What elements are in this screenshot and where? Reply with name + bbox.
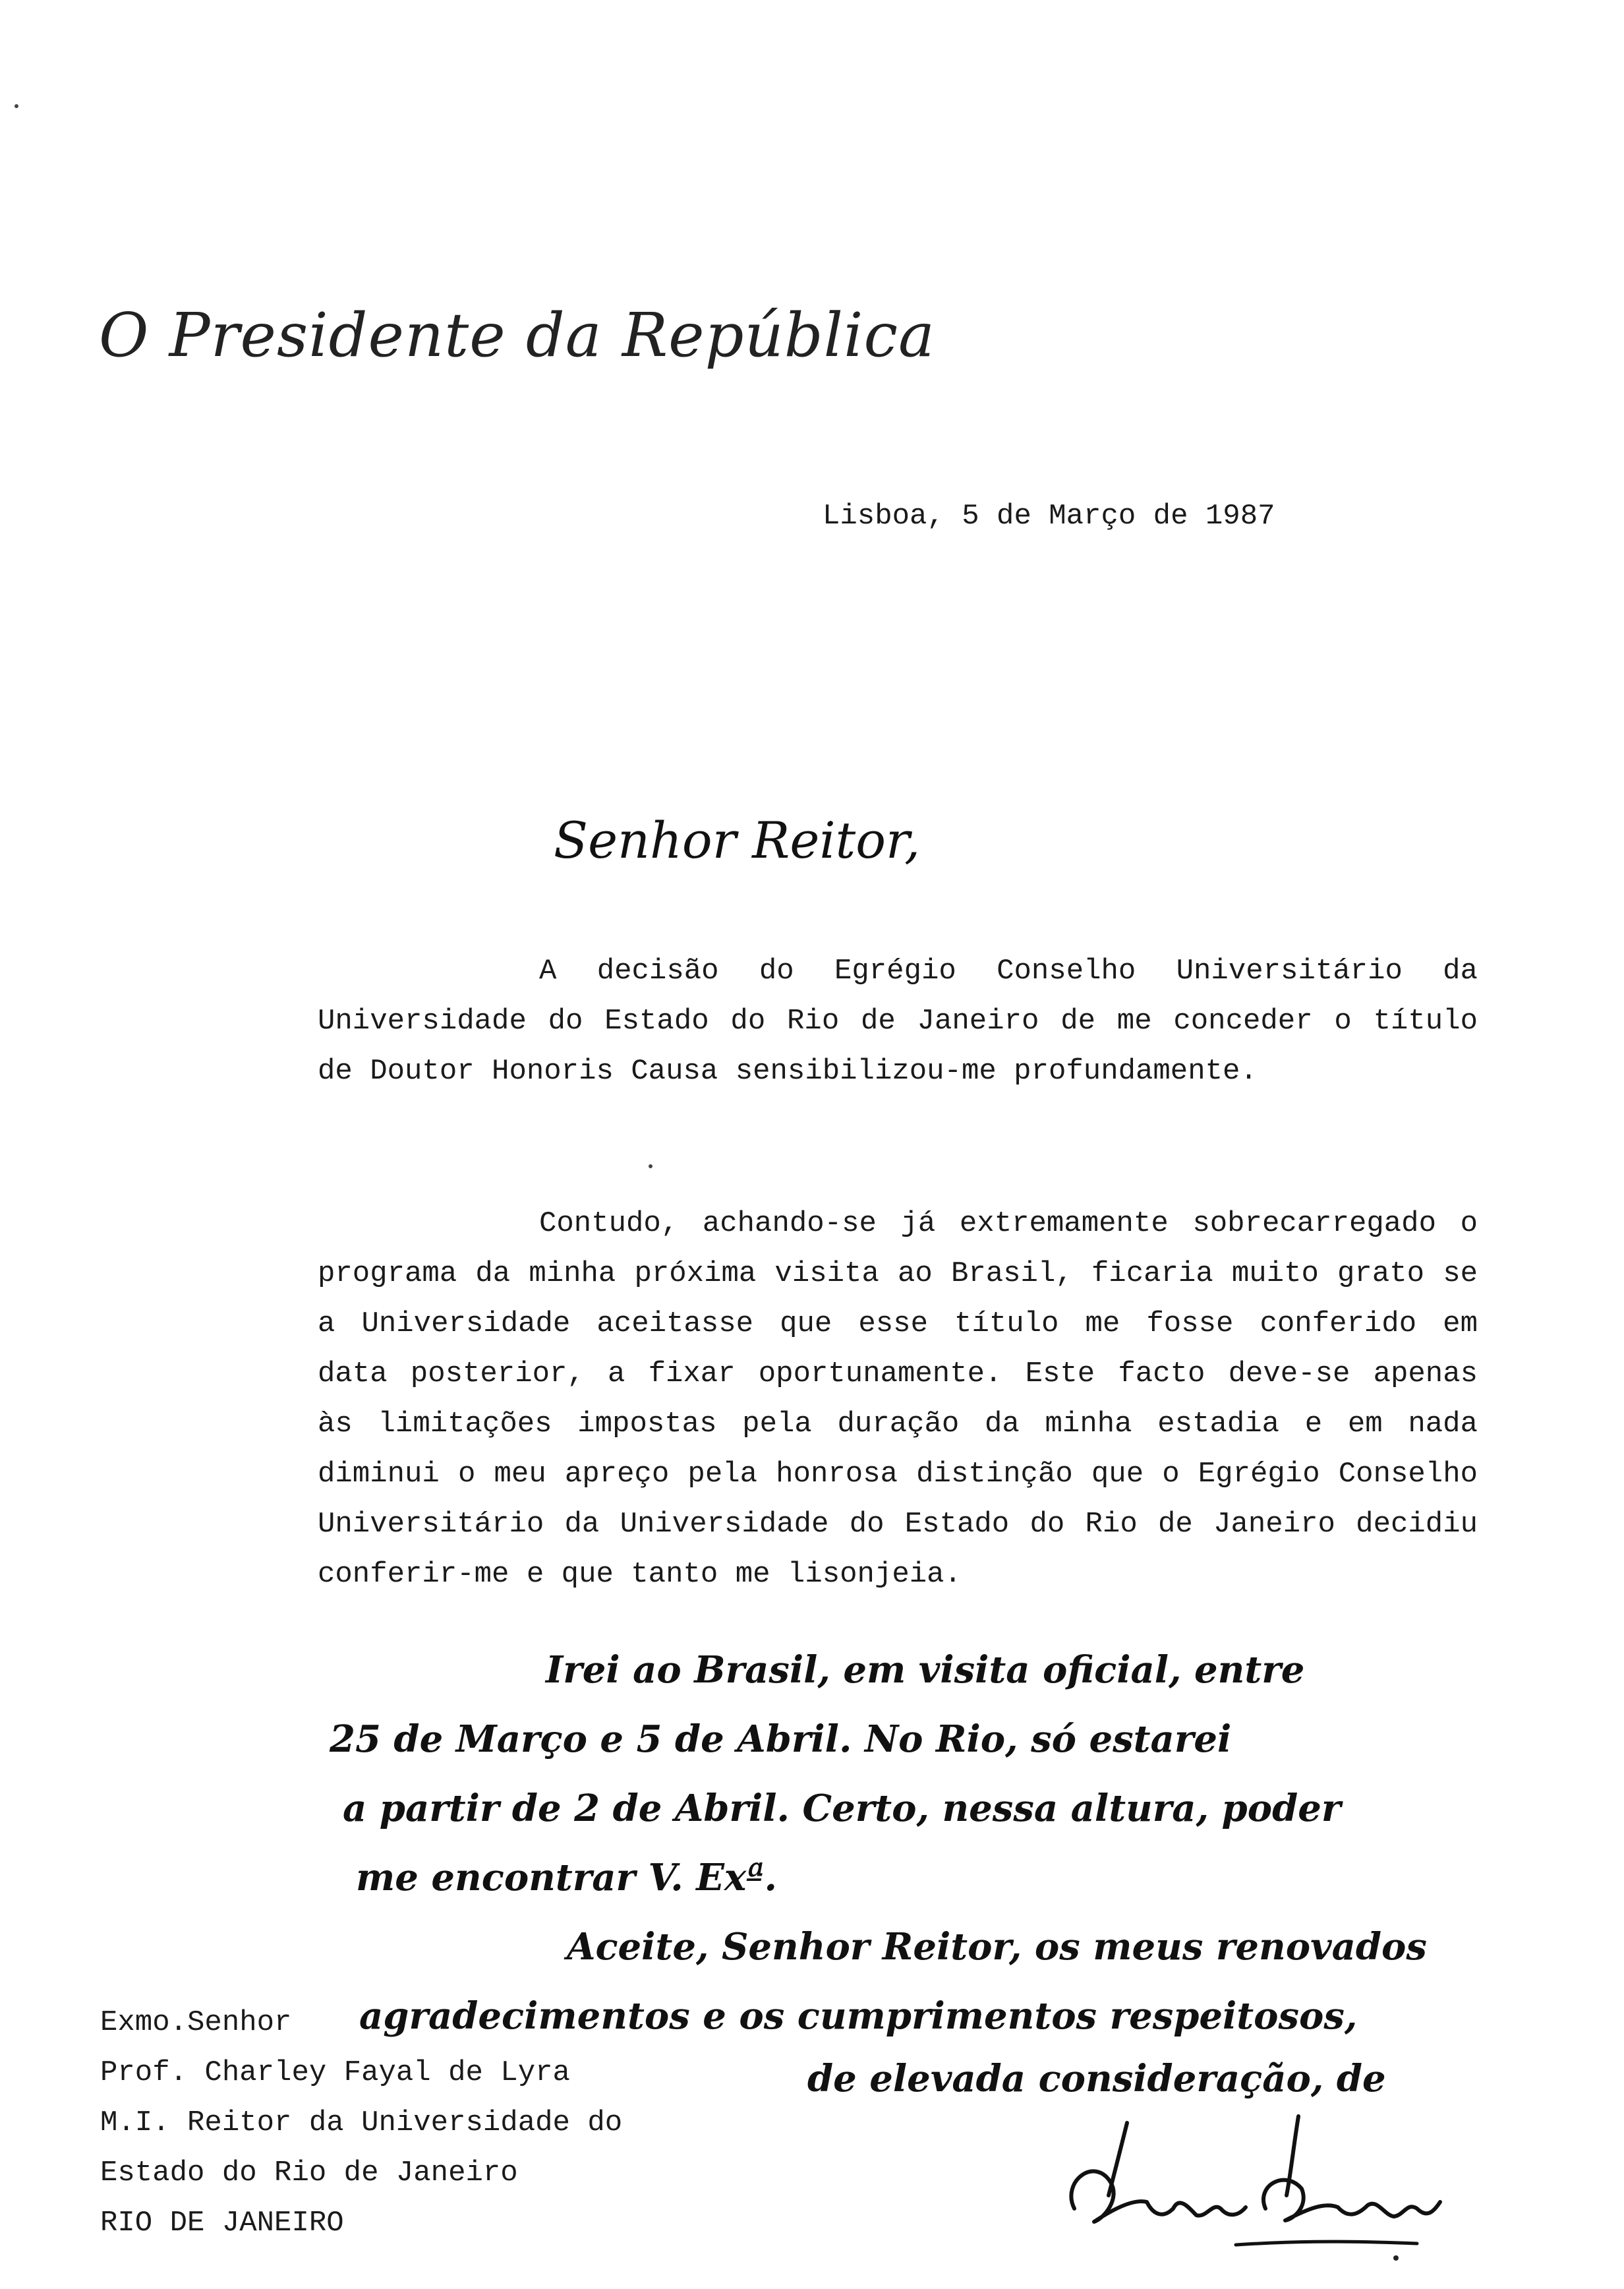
addressee-block [100,1998,622,2248]
letter-date: Lisboa, 5 de Março de 1987 [823,500,1275,533]
addressee-line-2: Prof. Charley Fayal de Lyra [100,2056,570,2089]
letterhead-title: O Presidente da República [99,300,935,371]
addressee-line-4: Estado do Rio de Janeiro [100,2156,518,2189]
body-paragraph-2-text: Contudo, achando-se já extremamente sobrecarregado o programa da minha próxima visita ao Brasil, ficaria muito grato se a Universidade aceitasse que esse título me fosse conferido em data posterior, a fixar oportunamente. Este facto deve-se apenas às limitações impostas pela duração da minha estadia e em nada diminui o meu apreço pela honrosa distinção que o Egrégio Conselho Universitário da Universidade do Estado do Rio de Janeiro decidiu conferir-me e que tanto me lisonjeia. [318,1207,1478,1591]
body-paragraph-1 [318,946,1478,1096]
handwritten-line-3: a partir de 2 de Abril. Certo, nessa altura, poder [343,1787,1341,1830]
body-paragraph-1-text: A decisão do Egrégio Conselho Universitário da Universidade do Estado do Rio de Janeiro de me conceder o título de Doutor Honoris Causa sensibilizou-me profundamente. [318,955,1478,1088]
handwritten-line-6: agradecimentos e os cumprimentos respeitosos, [359,1994,1358,2038]
scan-speck [649,1164,652,1168]
handwritten-line-4: me encontrar V. Exª. [356,1856,778,1899]
addressee-line-1: Exmo.Senhor [100,2006,292,2039]
signature-dot [1393,2255,1399,2261]
handwritten-line-1: Irei ao Brasil, em visita oficial, entre [546,1648,1305,1692]
salutation: Senhor Reitor, [554,811,921,870]
scan-speck [14,104,18,108]
handwritten-line-5: Aceite, Senhor Reitor, os meus renovados [567,1925,1427,1969]
handwritten-line-7: de elevada consideração, de [807,2057,1386,2100]
signature-stroke-2 [1071,2171,1246,2222]
handwritten-line-2: 25 de Março e 5 de Abril. No Rio, só estarei [330,1717,1232,1761]
body-paragraph-2 [318,1199,1478,1599]
addressee-line-3: M.I. Reitor da Universidade do [100,2106,623,2139]
signature-underline [1236,2242,1417,2245]
handwritten-signature [1048,2110,1443,2261]
addressee-line-5: RIO DE JANEIRO [100,2207,344,2240]
